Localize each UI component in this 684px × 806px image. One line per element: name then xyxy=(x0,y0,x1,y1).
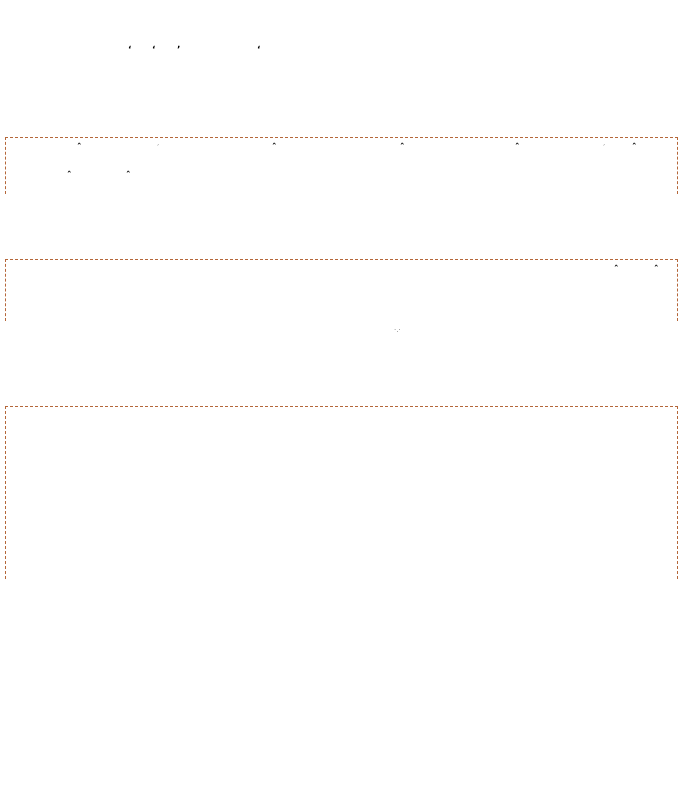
text-fragment: ˆ xyxy=(614,265,619,275)
text-fragment: ˊ xyxy=(156,144,160,152)
text-fragment: ˆ xyxy=(126,171,131,181)
frame-bottom xyxy=(5,406,678,579)
text-fragment: ˆ xyxy=(654,265,659,275)
text-fragment: ˆ xyxy=(632,143,637,153)
text-fragment: ·.· xyxy=(394,326,401,334)
text-fragment: ˊ xyxy=(602,144,606,152)
text-fragment: ʻ xyxy=(257,45,261,55)
text-fragment: ˆ xyxy=(272,143,277,153)
text-fragment: ˆ xyxy=(400,143,405,153)
text-fragment: ˆ xyxy=(77,143,82,153)
text-fragment: ʻ xyxy=(128,45,132,55)
text-fragment: ˆ xyxy=(515,143,520,153)
text-fragment: ʻ xyxy=(152,45,156,55)
text-fragment: ˆ xyxy=(67,171,72,181)
frame-middle xyxy=(5,259,678,321)
text-fragment: ʼ xyxy=(177,45,181,55)
frame-top xyxy=(5,137,678,194)
